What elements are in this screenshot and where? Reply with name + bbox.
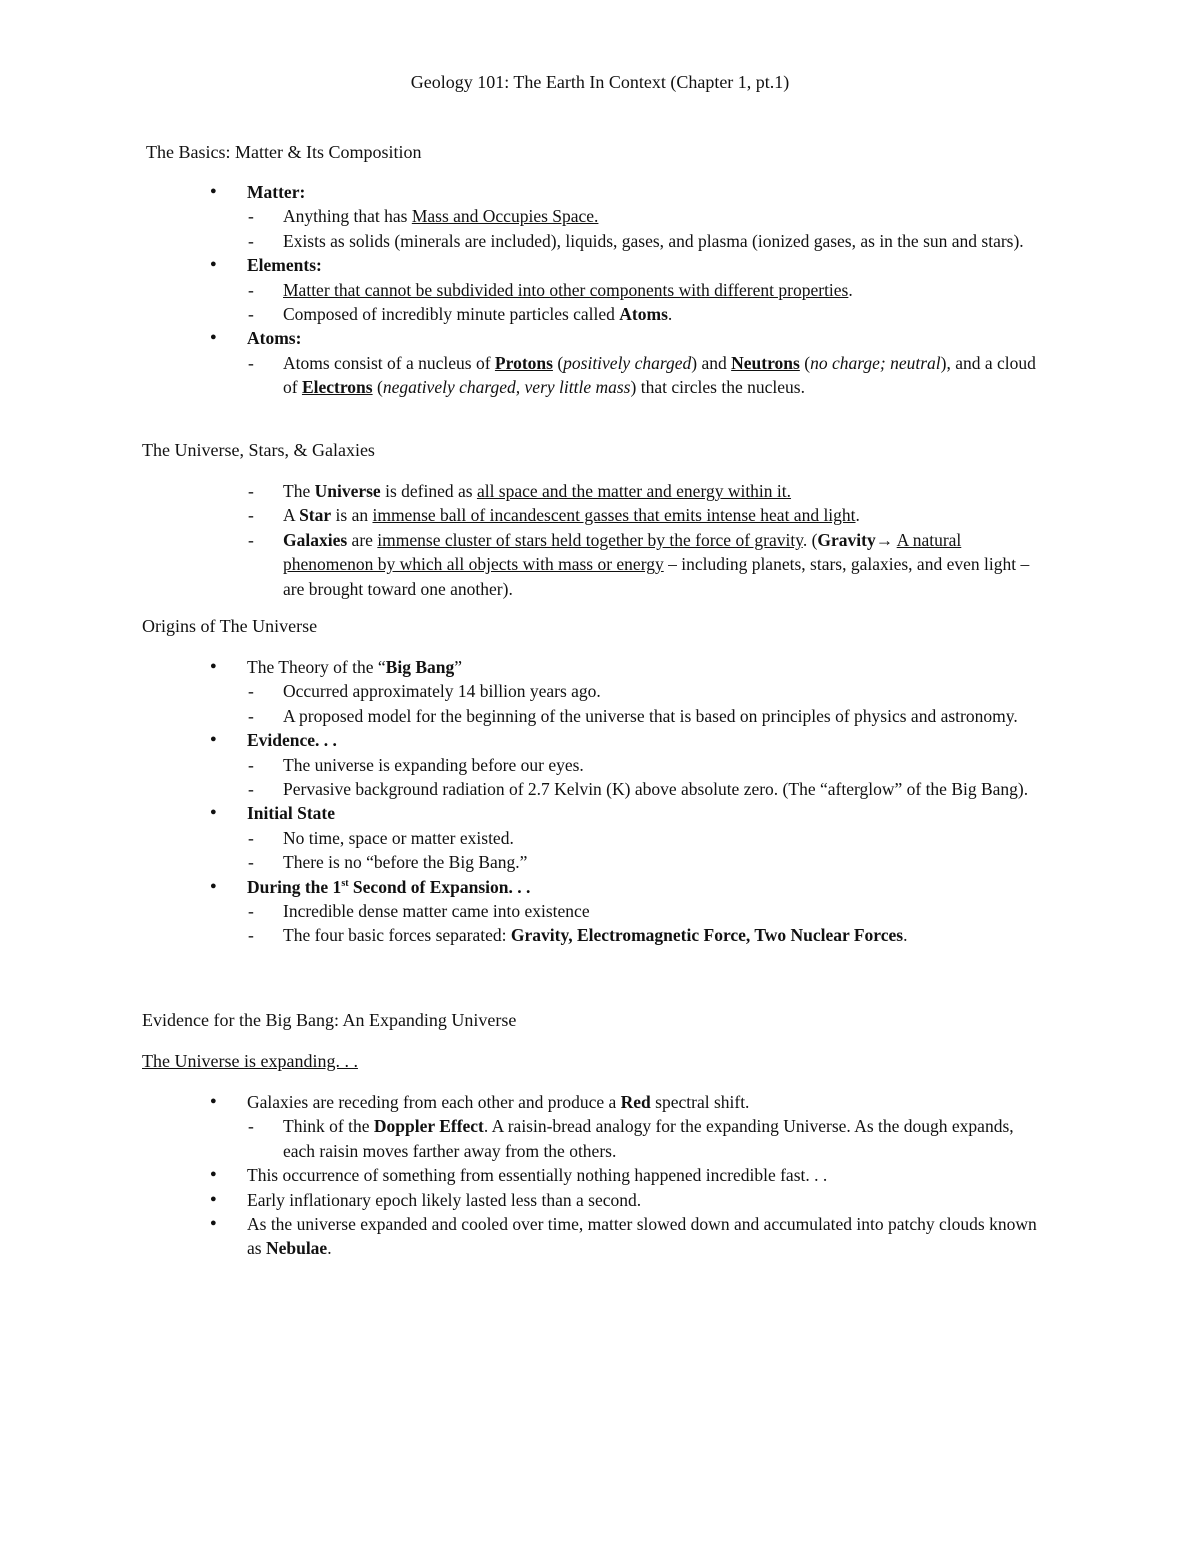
- subheading-expanding: The Universe is expanding. . .: [142, 1051, 358, 1071]
- dash-item: - Occurred approximately 14 billion years ago.: [210, 679, 1050, 703]
- bullet-matter: ● Matter:: [210, 180, 1050, 204]
- bullet-first-second: ● During the 1st Second of Expansion. . .: [210, 875, 1050, 899]
- bullet-initial-state: ● Initial State: [210, 801, 1050, 825]
- dash-item: - A proposed model for the beginning of the universe that is based on principles of physics and astronomy.: [210, 704, 1050, 728]
- dash-item: - There is no “before the Big Bang.”: [210, 850, 1050, 874]
- bullet-occurrence: ● This occurrence of something from essentially nothing happened incredible fast. . .: [210, 1163, 1050, 1187]
- universe-list: [210, 479, 1050, 601]
- dash-item: - Composed of incredibly minute particles called Atoms.: [210, 302, 1050, 326]
- dash-item: - Anything that has Mass and Occupies Space.: [210, 204, 1050, 228]
- bullet-atoms: ● Atoms:: [210, 326, 1050, 350]
- dash-item: - The universe is expanding before our eyes.: [210, 753, 1050, 777]
- bullet-evidence: ● Evidence. . .: [210, 728, 1050, 752]
- dash-item-universe: - The Universe is defined as all space and the matter and energy within it.: [210, 479, 1050, 503]
- dash-item: - No time, space or matter existed.: [210, 826, 1050, 850]
- dash-item: - The four basic forces separated: Gravity, Electromagnetic Force, Two Nuclear Forces.: [210, 923, 1050, 947]
- dash-item-doppler: - Think of the Doppler Effect. A raisin-bread analogy for the expanding Universe. As the dough expands, each raisin moves farther away from the others.: [210, 1114, 1050, 1163]
- section-heading-universe: The Universe, Stars, & Galaxies: [142, 440, 375, 460]
- dash-item: - Atoms consist of a nucleus of Protons (positively charged) and Neutrons (no charge; neutral), and a cloud of Electrons (negatively charged, very little mass) that circles the nucleus.: [210, 351, 1050, 400]
- bullet-nebulae: ● As the universe expanded and cooled over time, matter slowed down and accumulated into patchy clouds known as Nebulae.: [210, 1212, 1050, 1261]
- document-title: Geology 101: The Earth In Context (Chapter 1, pt.1): [410, 72, 790, 92]
- dash-item-star: - A Star is an immense ball of incandescent gasses that emits intense heat and light.: [210, 503, 1050, 527]
- bullet-big-bang: ● The Theory of the “Big Bang”: [210, 655, 1050, 679]
- section-heading-origins: Origins of The Universe: [142, 616, 318, 636]
- bullet-red-shift: ● Galaxies are receding from each other and produce a Red spectral shift.: [210, 1090, 1050, 1114]
- expanding-list: [210, 1090, 1050, 1261]
- bullet-inflation: ● Early inflationary epoch likely lasted less than a second.: [210, 1188, 1050, 1212]
- section-heading-basics: The Basics: Matter & Its Composition: [146, 142, 422, 162]
- dash-item: - Pervasive background radiation of 2.7 Kelvin (K) above absolute zero. (The “afterglow” of the Big Bang).: [210, 777, 1050, 801]
- bullet-elements: ● Elements:: [210, 253, 1050, 277]
- dash-item: - Incredible dense matter came into existence: [210, 899, 1050, 923]
- basics-list: [210, 180, 1050, 400]
- origins-list: [210, 655, 1050, 948]
- dash-item: - Exists as solids (minerals are included), liquids, gases, and plasma (ionized gases, as in the sun and stars).: [210, 229, 1050, 253]
- dash-item: - Matter that cannot be subdivided into other components with different properties.: [210, 278, 1050, 302]
- dash-item-galaxies: - Galaxies are immense cluster of stars held together by the force of gravity. (Gravity→ A natural phenomenon by which all objects with mass or energy – including planets, stars, galaxies, and even light – are brought toward one another).: [210, 528, 1050, 601]
- section-heading-evidence: Evidence for the Big Bang: An Expanding Universe: [142, 1010, 517, 1030]
